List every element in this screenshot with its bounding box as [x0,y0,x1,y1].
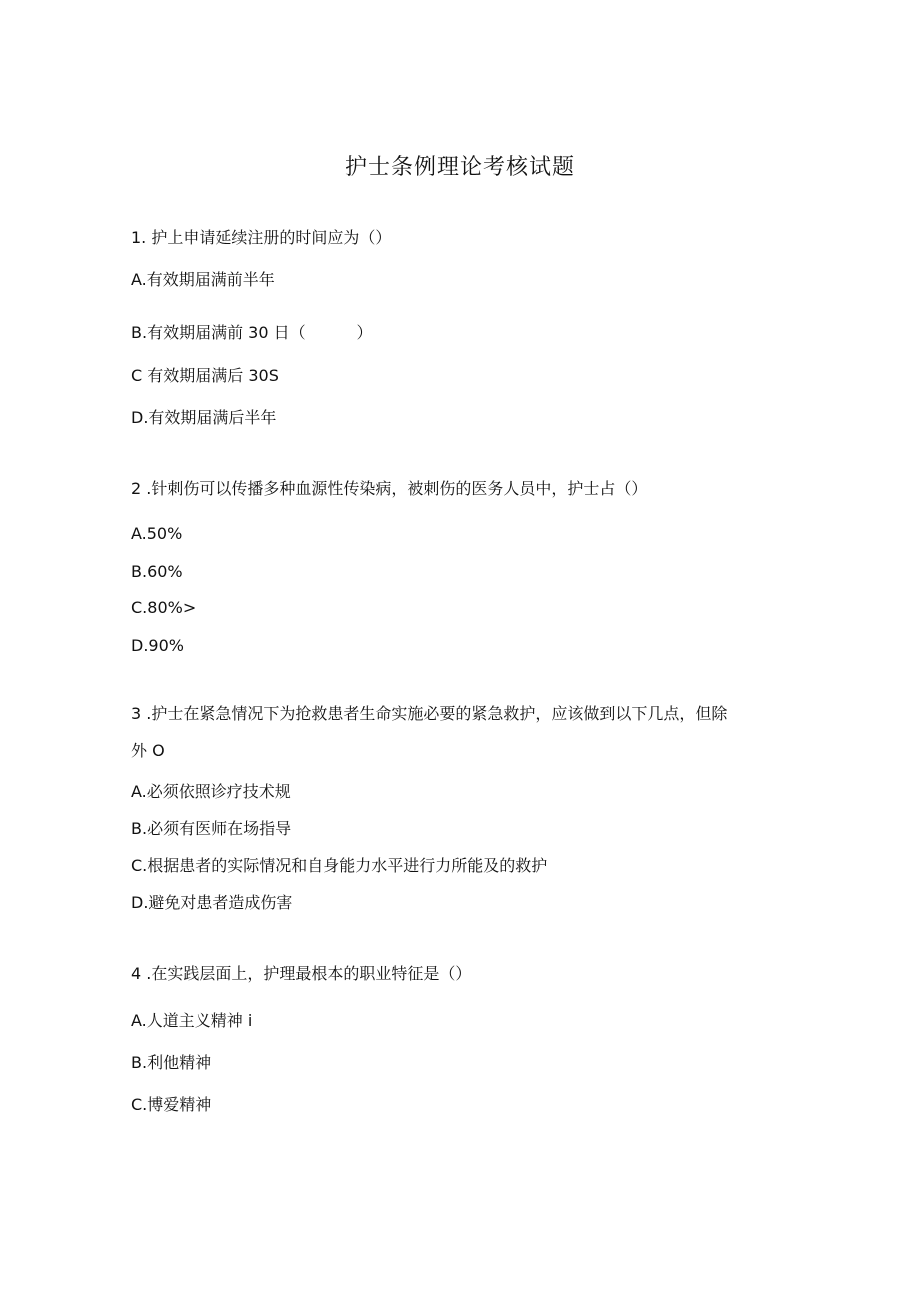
question-2-option-a: A.50% [131,524,183,543]
question-1-option-b: B.有效期届满前 30 日（ ） [131,323,373,342]
question-1-option-a: A.有效期届满前半年 [131,270,275,289]
document-title: 护士条例理论考核试题 [344,155,575,180]
question-3-stem-continued: 外 O [131,741,165,760]
question-4-stem: 4 .在实践层面上，护理最根本的职业特征是（） [131,964,472,983]
question-2-option-c: C.80%> [131,598,197,617]
question-3-option-c: C.根据患者的实际情况和自身能力水平进行力所能及的救护 [131,856,548,875]
question-1-option-c: C 有效期届满后 30S [131,366,279,385]
question-3-stem: 3 .护士在紧急情况下为抢救患者生命实施必要的紧急救护，应该做到以下几点，但除 [131,704,728,723]
question-3-option-b: B.必须有医师在场指导 [131,819,292,838]
question-4-option-a: A.人道主义精神 i [131,1011,253,1030]
question-4-option-b: B.利他精神 [131,1053,212,1072]
question-1-option-d: D.有效期届满后半年 [131,408,277,427]
question-3-option-a: A.必须依照诊疗技术规 [131,782,291,801]
question-3-option-d: D.避免对患者造成伤害 [131,893,293,912]
question-4-option-c: C.博爱精神 [131,1095,212,1114]
question-2-option-b: B.60% [131,562,183,581]
question-2-stem: 2 .针刺伤可以传播多种血源性传染病，被刺伤的医务人员中，护士占（） [131,479,648,498]
question-1-stem: 1. 护上申请延续注册的时间应为（） [131,228,392,247]
question-2-option-d: D.90% [131,636,184,655]
